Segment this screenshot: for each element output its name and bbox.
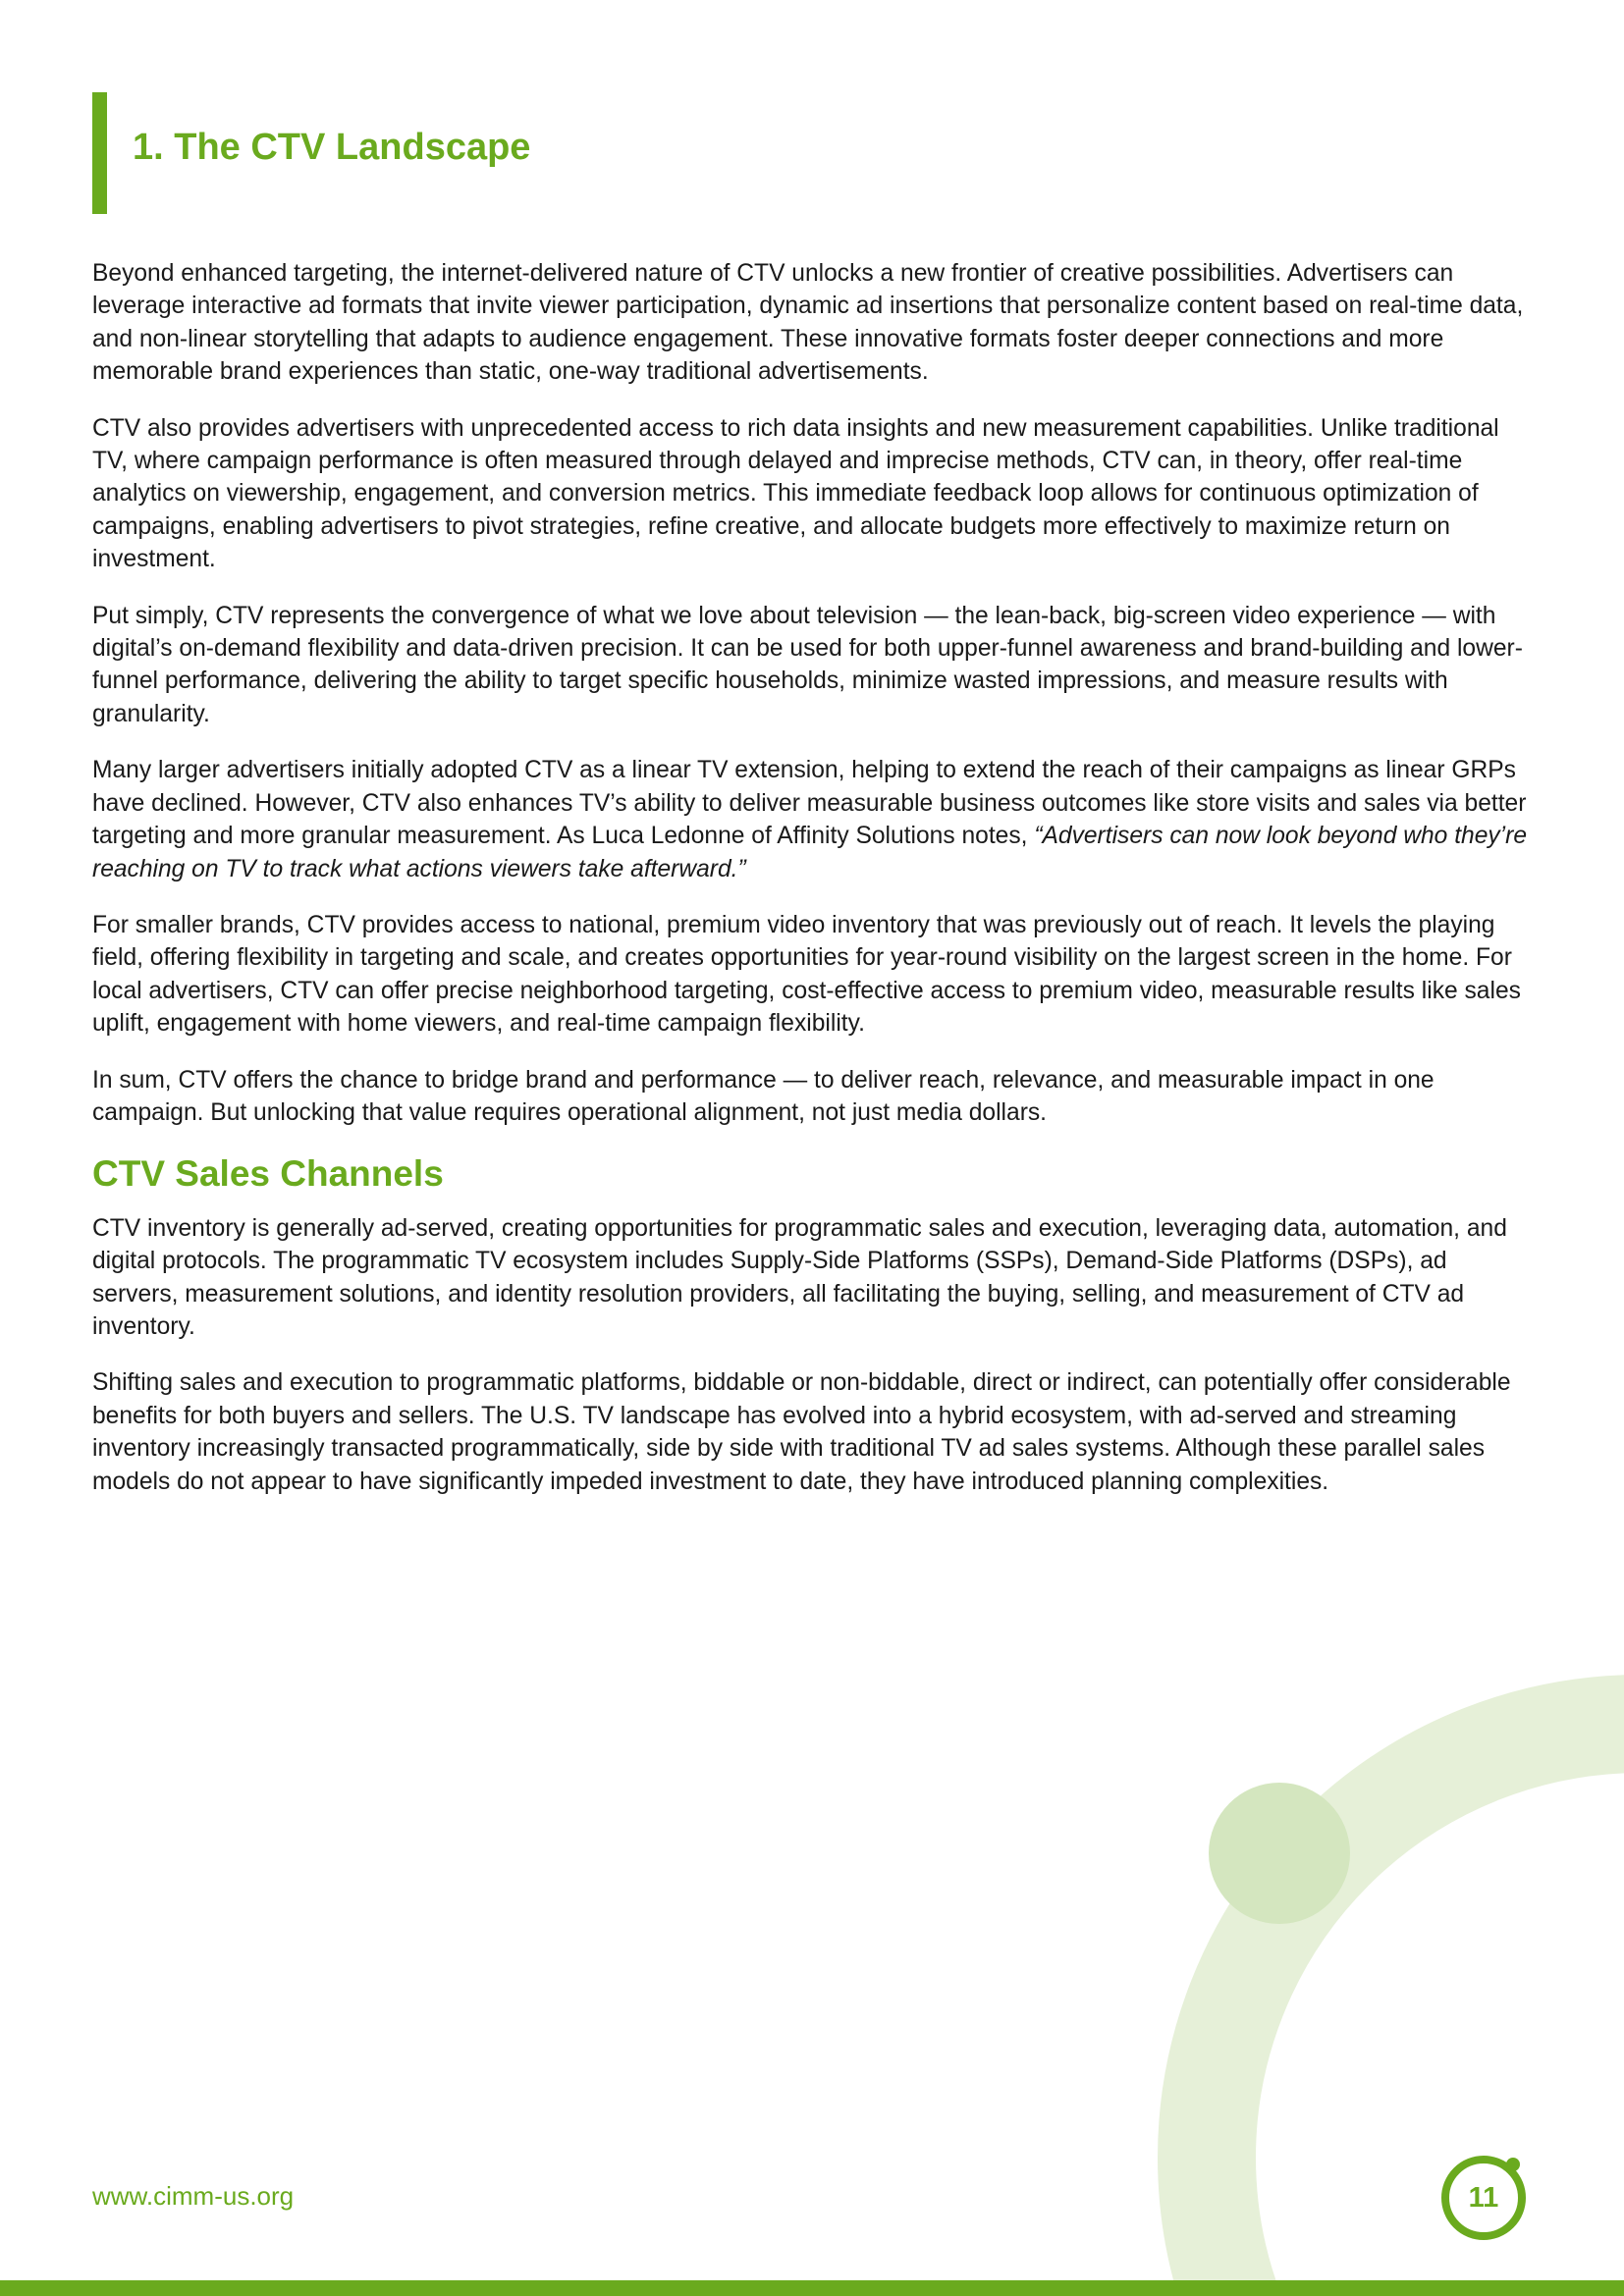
body-paragraph-3: Put simply, CTV represents the convergence of what we love about television — the lean-back, big-screen video experience — with digital’s on-demand flexibility and data-driven precision. It can be used for both upper-funnel awareness and brand-building and lower-funnel performance, delivering the ability to target specific households, minimize wasted impressions, and measure results with granularity. — [92, 602, 1523, 727]
sales-channels-paragraph-2: Shifting sales and execution to programmatic platforms, biddable or non-biddable, direct or indirect, can potentially offer considerable benefits for both buyers and sellers. The U.S. TV landscape has evolved into a hybrid ecosystem, with ad-served and streaming inventory increasingly transacted programmatically, side by side with traditional TV ad sales systems. Although these parallel sales models do not appear to have significantly impeded investment to date, they have introduced planning complexities. — [92, 1369, 1511, 1495]
main-content — [92, 257, 1531, 1522]
body-paragraph-6: In sum, CTV offers the chance to bridge brand and performance — to deliver reach, relevance, and measurable impact in one campaign. But unlocking that value requires operational alignment, not just media dollars. — [92, 1066, 1435, 1126]
decorative-ring — [1207, 1724, 1624, 2296]
body-paragraph-2: CTV also provides advertisers with unprecedented access to rich data insights and new measurement capabilities. Unlike traditional TV, where campaign performance is often measured through delayed and imprecise methods, CTV can, in theory, offer real-time analytics on viewership, engagement, and conversion metrics. This immediate feedback loop allows for continuous optimization of campaigns, enabling advertisers to pivot strategies, refine creative, and allocate budgets more effectively to maximize return on investment. — [92, 414, 1499, 573]
footer-website-link[interactable]: www.cimm-us.org — [92, 2181, 295, 2211]
section-title: 1. The CTV Landscape — [133, 127, 531, 168]
page-badge-dot — [1506, 2158, 1520, 2171]
pull-quote: “Advertisers can now look beyond who they’re reaching on TV to track what actions viewers take afterward.” — [92, 823, 1528, 882]
decorative-dot — [1209, 1783, 1350, 1924]
section-accent-bar — [92, 92, 107, 214]
body-paragraph-1: Beyond enhanced targeting, the internet-delivered nature of CTV unlocks a new frontier of creative possibilities. Advertisers can leverage interactive ad formats that invite viewer participation, dynamic ad insertions that personalize content based on real-time data, and non-linear storytelling that adapts to audience engagement. These innovative formats foster deeper connections and more memorable brand experiences than static, one-way traditional advertisements. — [92, 260, 1524, 386]
sales-channels-paragraph-1: CTV inventory is generally ad-served, creating opportunities for programmatic sales and execution, leveraging data, automation, and digital protocols. The programmatic TV ecosystem includes Supply-Side Platforms (SSPs), Demand-Side Platforms (DSPs), ad servers, measurement solutions, and identity resolution providers, all facilitating the buying, selling, and measurement of CTV ad inventory. — [92, 1214, 1507, 1340]
bottom-accent-band — [0, 2280, 1624, 2296]
body-paragraph-5: For smaller brands, CTV provides access to national, premium video inventory that was previously out of reach. It levels the playing field, offering flexibility in targeting and scale, and creates opportunities for year-round visibility on the largest screen in the home. For local advertisers, CTV can offer precise neighborhood targeting, cost-effective access to premium video, measurable results like sales uplift, engagement with home viewers, and real-time campaign flexibility. — [92, 911, 1521, 1038]
body-paragraph-4 — [92, 754, 1531, 885]
paragraph-text: Many larger advertisers initially adopted CTV as a linear TV extension, helping to extend the reach of their campaigns as linear GRPs have declined. However, CTV also enhances TV’s ability to deliver measurable business outcomes like store visits and sales via better targeting and more granular measurement. As Luca Ledonne of Affinity Solutions notes, — [92, 757, 1527, 850]
sales-channels-heading: CTV Sales Channels — [92, 1153, 444, 1195]
page-number: 11 — [1468, 2181, 1499, 2214]
